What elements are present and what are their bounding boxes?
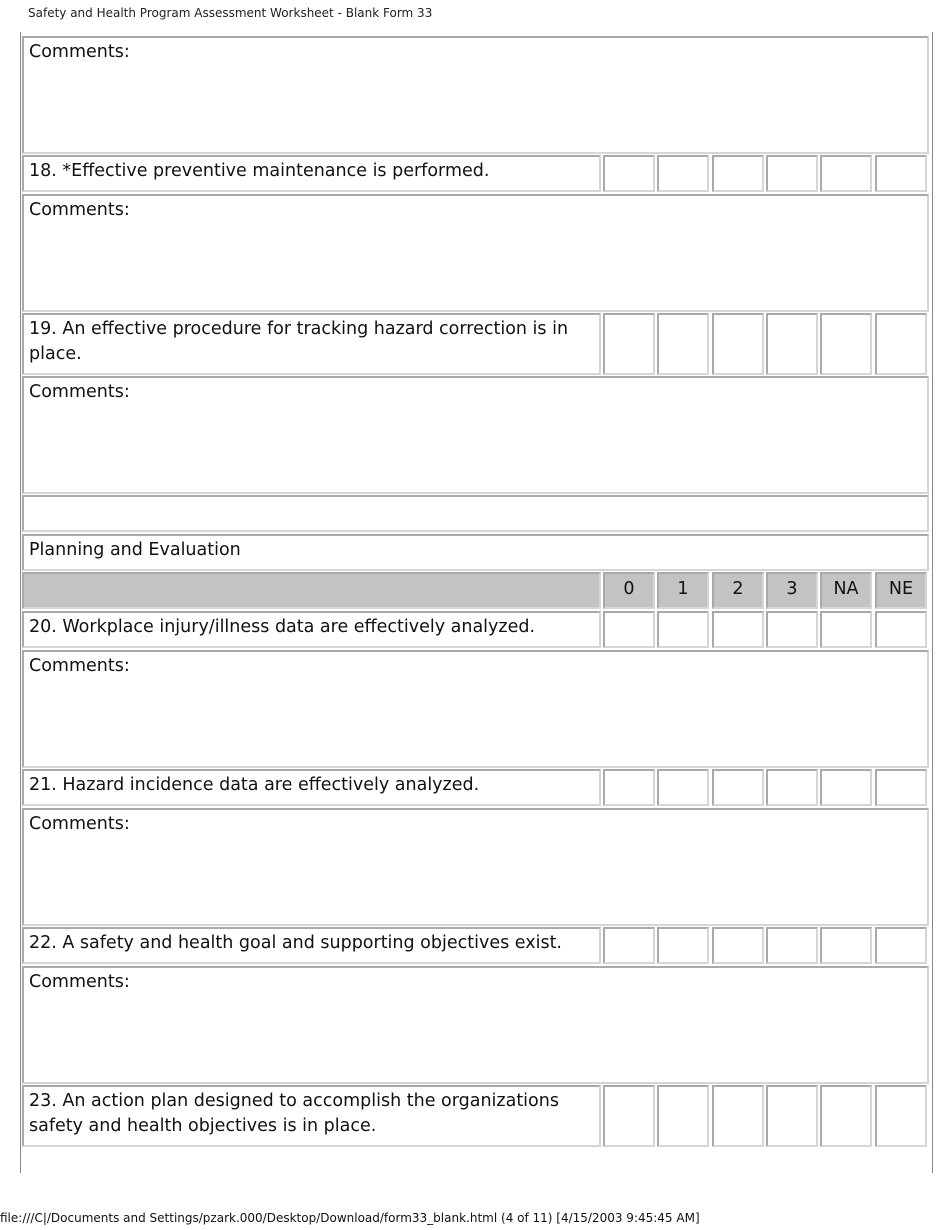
rating-cell-3[interactable]: [766, 155, 818, 192]
rating-cell-ne[interactable]: [875, 313, 927, 375]
rating-cell-0[interactable]: [603, 155, 655, 192]
page-header: Safety and Health Program Assessment Worksheet - Blank Form 33: [28, 6, 433, 20]
rating-cell-0[interactable]: [603, 313, 655, 375]
rating-cell-na[interactable]: [820, 155, 872, 192]
rating-cell-ne[interactable]: [875, 155, 927, 192]
comments-field[interactable]: [22, 966, 929, 1084]
rating-cell-3[interactable]: [766, 927, 818, 964]
rating-cell-0[interactable]: [603, 1085, 655, 1147]
rating-cell-na[interactable]: [820, 313, 872, 375]
rating-cell-2[interactable]: [712, 313, 764, 375]
comments-row: [22, 36, 929, 154]
rating-cell-1[interactable]: [657, 155, 709, 192]
spacer-row: [22, 495, 929, 532]
question-row-22: [22, 927, 929, 964]
comments-row: [22, 376, 929, 494]
question-row-18: [22, 155, 929, 192]
rating-cell-2[interactable]: [712, 155, 764, 192]
question-text: 21. Hazard incidence data are effectively analyzed.: [22, 769, 601, 806]
rating-cell-ne[interactable]: [875, 1085, 927, 1147]
rating-cell-0[interactable]: [603, 927, 655, 964]
rating-header-3: 3: [766, 572, 818, 609]
question-row-23: [22, 1085, 929, 1147]
rating-cell-3[interactable]: [766, 769, 818, 806]
rating-cell-2[interactable]: [712, 769, 764, 806]
rating-cell-3[interactable]: [766, 611, 818, 648]
section-row: [22, 534, 929, 571]
question-text: 18. *Effective preventive maintenance is performed.: [22, 155, 601, 192]
rating-cell-3[interactable]: [766, 313, 818, 375]
rating-header-2: 2: [712, 572, 764, 609]
rating-cell-ne[interactable]: [875, 611, 927, 648]
comments-row: [22, 966, 929, 1084]
rating-header-1: 1: [657, 572, 709, 609]
comments-row: [22, 808, 929, 926]
rating-header-ne: NE: [875, 572, 927, 609]
rating-header-row: [22, 572, 929, 609]
rating-cell-2[interactable]: [712, 927, 764, 964]
rating-cell-na[interactable]: [820, 927, 872, 964]
question-text: 19. An effective procedure for tracking hazard correction is in place.: [22, 313, 601, 375]
rating-cell-na[interactable]: [820, 611, 872, 648]
comments-label: Comments:: [29, 656, 130, 676]
comments-field[interactable]: [22, 650, 929, 768]
comments-label: Comments:: [29, 972, 130, 992]
comments-label: Comments:: [29, 814, 130, 834]
comments-field[interactable]: [22, 376, 929, 494]
rating-cell-2[interactable]: [712, 611, 764, 648]
page-footer: file:///C|/Documents and Settings/pzark.000/Desktop/Download/form33_blank.html (4 of 11) [4/15/2003 9:45:45 AM]: [0, 1211, 700, 1225]
rating-cell-1[interactable]: [657, 611, 709, 648]
rating-cell-1[interactable]: [657, 1085, 709, 1147]
rating-cell-na[interactable]: [820, 769, 872, 806]
comments-field[interactable]: [22, 808, 929, 926]
section-title: Planning and Evaluation: [22, 534, 929, 571]
comments-field[interactable]: [22, 194, 929, 312]
question-text: 23. An action plan designed to accomplish the organizations safety and health objectives is in place.: [22, 1085, 601, 1147]
comments-label: Comments:: [29, 200, 130, 220]
rating-header-0: 0: [603, 572, 655, 609]
empty-cell: [22, 495, 929, 532]
question-text: 22. A safety and health goal and supporting objectives exist.: [22, 927, 601, 964]
rating-cell-ne[interactable]: [875, 927, 927, 964]
question-row-19: [22, 313, 929, 375]
rating-cell-ne[interactable]: [875, 769, 927, 806]
rating-header-na: NA: [820, 572, 872, 609]
rating-cell-1[interactable]: [657, 927, 709, 964]
rating-cell-na[interactable]: [820, 1085, 872, 1147]
comments-row: [22, 650, 929, 768]
rating-cell-1[interactable]: [657, 769, 709, 806]
rating-cell-0[interactable]: [603, 611, 655, 648]
comments-field[interactable]: [22, 36, 929, 154]
rating-cell-2[interactable]: [712, 1085, 764, 1147]
comments-label: Comments:: [29, 42, 130, 62]
header-blank-cell: [22, 572, 601, 609]
rating-cell-1[interactable]: [657, 313, 709, 375]
rating-cell-0[interactable]: [603, 769, 655, 806]
question-row-21: [22, 769, 929, 806]
question-text: 20. Workplace injury/illness data are effectively analyzed.: [22, 611, 601, 648]
comments-row: [22, 194, 929, 312]
rating-cell-3[interactable]: [766, 1085, 818, 1147]
question-row-20: [22, 611, 929, 648]
comments-label: Comments:: [29, 382, 130, 402]
